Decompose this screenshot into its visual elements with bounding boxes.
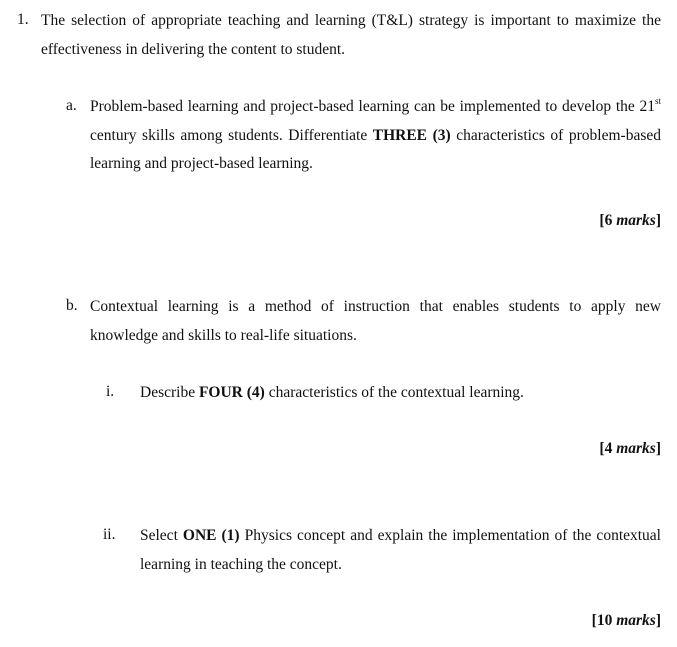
part-a-text-3: characteristics of problem-based learning and project-based learning. (90, 126, 661, 172)
part-b-ii-bold: ONE (1) (182, 527, 240, 544)
part-b-ii-marks-word: marks (616, 612, 656, 629)
part-b-i-marks-open: [4 (599, 440, 617, 457)
part-b-ii-text-1: Select (140, 527, 183, 544)
part-a-text-2: century skills among students. Differentiate (90, 126, 373, 144)
part-b-i-text (140, 379, 661, 408)
part-b-i-marks-close: ] (655, 440, 661, 457)
part-b-i-label: i. (106, 383, 115, 400)
part-b-ii-marks (592, 612, 661, 630)
part-b-ii-marks-close: ] (655, 612, 661, 629)
question-stem: The selection of appropriate teaching and learning (T&L) strategy is important to maximize the effectiveness in delivering the content to student. (41, 12, 661, 58)
part-a-superscript: st (654, 96, 661, 106)
part-b-i-text-1: Describe (140, 384, 199, 401)
part-a-marks-word: marks (616, 212, 656, 229)
part-b-ii-marks-open: [10 (591, 612, 617, 629)
part-a-text-1: Problem-based learning and project-based learning can be implemented to develop the 21 (90, 98, 655, 115)
part-a-text (90, 93, 661, 179)
part-a-marks (599, 212, 661, 230)
part-b-i-text-2: characteristics of the contextual learning. (264, 384, 524, 401)
part-b-ii-text (140, 522, 661, 579)
part-a-marks-open: [6 (599, 212, 617, 229)
part-a-bold: THREE (3) (372, 126, 451, 144)
part-b-i-bold: FOUR (4) (198, 384, 265, 401)
part-b-ii-label: ii. (103, 526, 116, 543)
part-a-label: a. (66, 97, 77, 114)
part-b-ii-text-2: Physics concept and explain the implementation of the contextual learning in teaching the concept. (140, 527, 661, 573)
part-b-i-marks (599, 440, 661, 458)
part-b-i-marks-word: marks (616, 440, 656, 457)
part-a-marks-close: ] (655, 212, 661, 229)
part-b-text: Contextual learning is a method of instruction that enables students to apply new knowledge and skills to real-life situations. (90, 298, 661, 344)
question-number: 1. (17, 11, 29, 28)
part-b-label: b. (66, 297, 78, 314)
